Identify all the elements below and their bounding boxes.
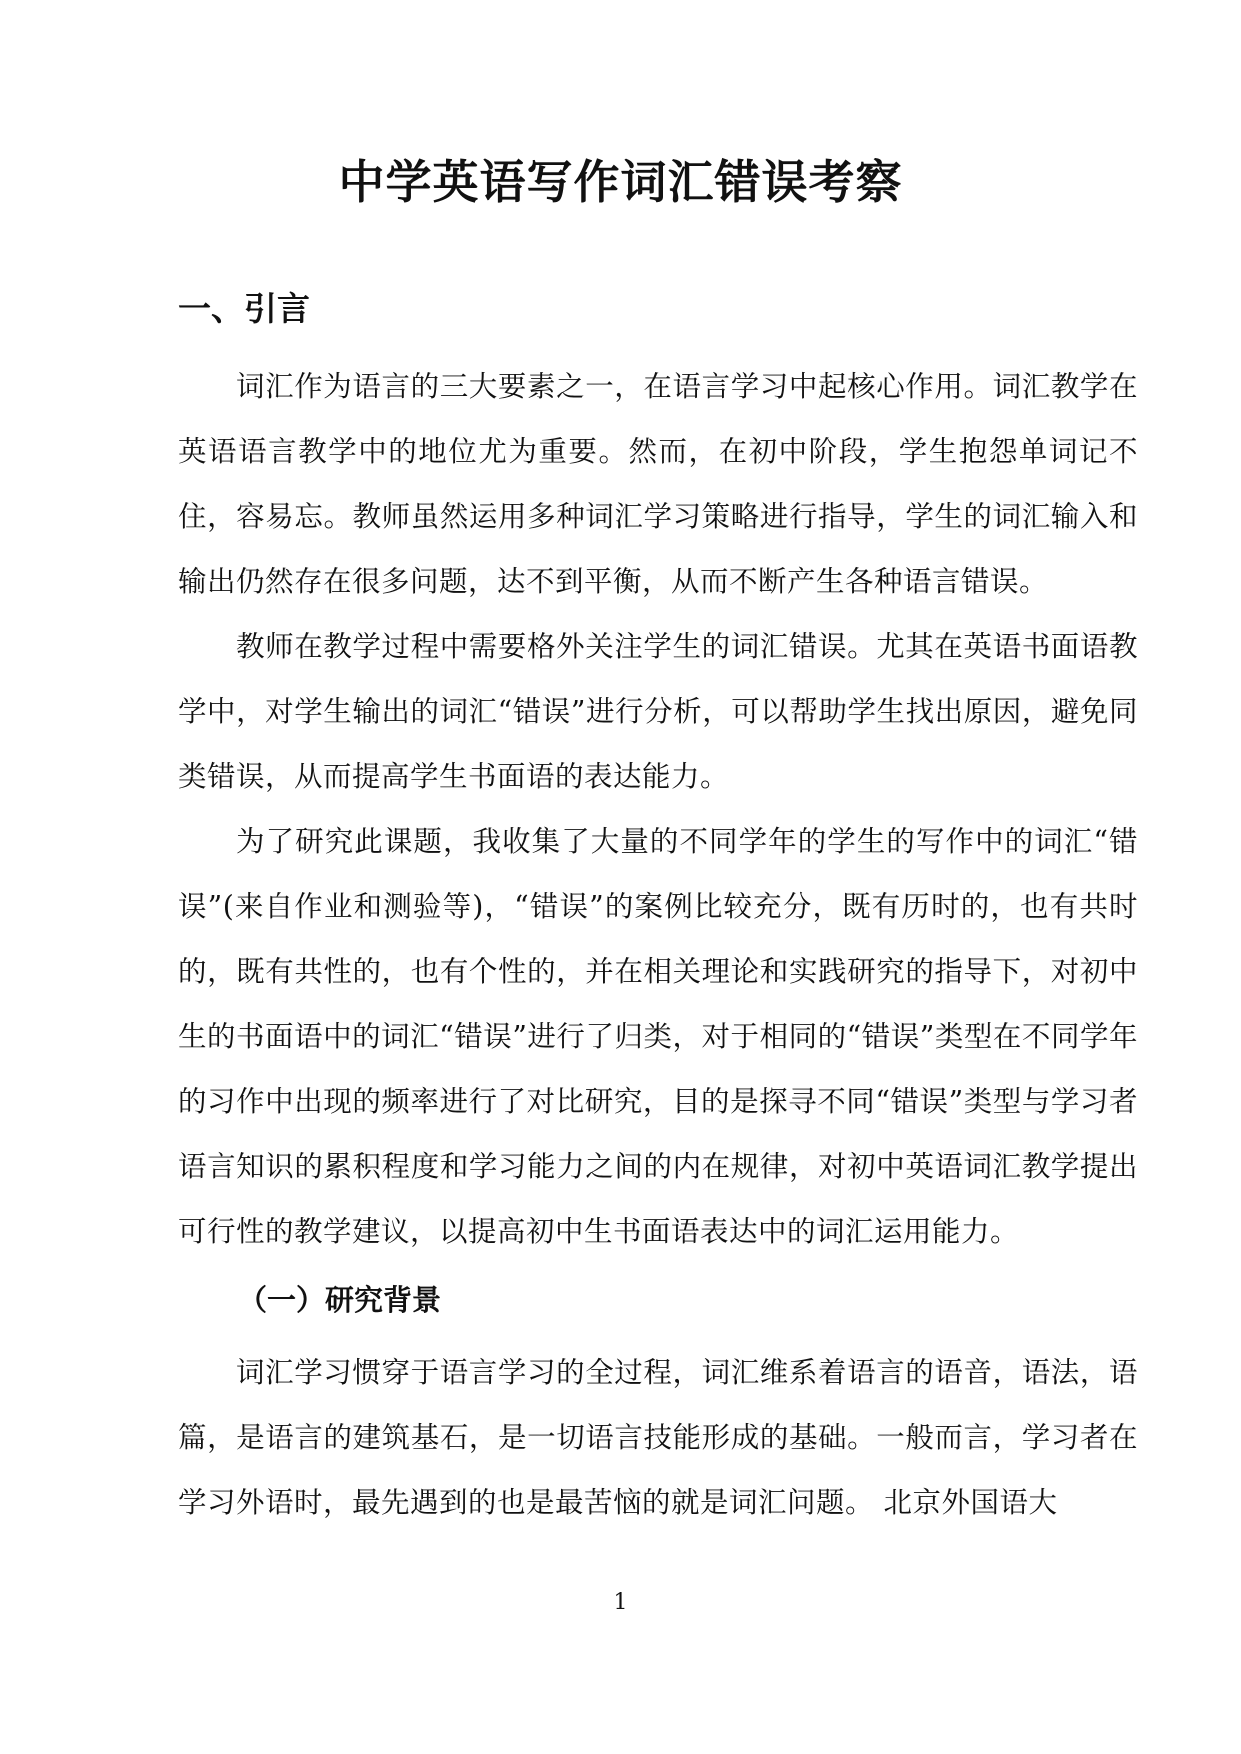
section-heading-introduction: 一、引言 bbox=[178, 289, 310, 328]
paragraph-3: 为了研究此课题，我收集了大量的不同学年的学生的写作中的词汇“错误”(来自作业和测验等)，“错误”的案例比较充分，既有历时的，也有共时的，既有共性的，也有个性的，并在相关理论和实践研究的指导下，对初中生的书面语中的词汇“错误”进行了归类，对于相同的“错误”类型在不同学年的习作中出现的频率进行了对比研究，目的是探寻不同“错误”类型与学习者语言知识的累积程度和学习能力之间的内在规律，对初中英语词汇教学提出可行性的教学建议，以提高初中生书面语表达中的词汇运用能力。 bbox=[178, 825, 1138, 1248]
document-body bbox=[178, 282, 1138, 1535]
paragraph-2: 教师在教学过程中需要格外关注学生的词汇错误。尤其在英语书面语教学中，对学生输出的词汇“错误”进行分析，可以帮助学生找出原因，避免同类错误，从而提高学生书面语的表达能力。 bbox=[178, 630, 1138, 793]
paragraph-1: 词汇作为语言的三大要素之一，在语言学习中起核心作用。词汇教学在英语语言教学中的地位尤为重要。然而，在初中阶段，学生抱怨单词记不住，容易忘。教师虽然运用多种词汇学习策略进行指导，学生的词汇输入和输出仍然存在很多问题，达不到平衡，从而不断产生各种语言错误。 bbox=[178, 370, 1138, 598]
paragraph-research-background: 词汇学习惯穿于语言学习的全过程，词汇维系着语言的语音，语法，语篇，是语言的建筑基石，是一切语言技能形成的基础。一般而言，学习者在学习外语时，最先遇到的也是最苦恼的就是词汇问题。 北京外国语大 bbox=[178, 1356, 1138, 1519]
subsection-heading-research-background: （一）研究背景 bbox=[238, 1283, 442, 1317]
page-number: 1 bbox=[613, 1590, 628, 1615]
document-title: 中学英语写作词汇错误考察 bbox=[338, 155, 903, 209]
